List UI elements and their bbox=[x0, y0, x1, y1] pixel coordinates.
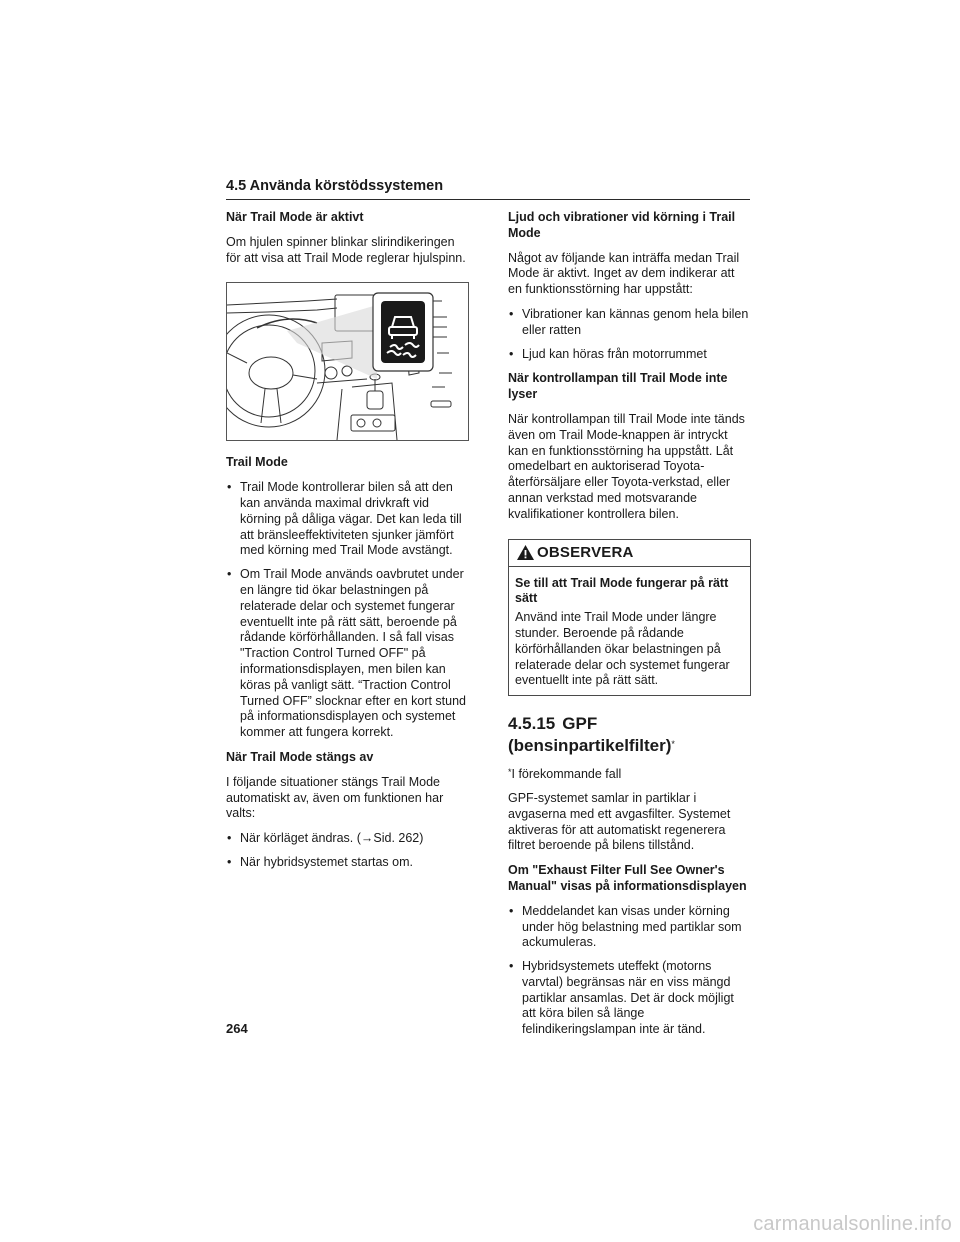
list-item: • Vibrationer kan kännas genom hela bilen eller ratten bbox=[508, 307, 751, 339]
section-number: 4.5.15 bbox=[508, 714, 556, 734]
gpf-title-line1: GPF bbox=[562, 714, 598, 734]
trail-mode-icon bbox=[381, 301, 425, 363]
footnote bbox=[508, 767, 751, 783]
list-item: • När hybridsystemet startas om. bbox=[226, 855, 468, 871]
list-item: • När körläget ändras. (→Sid. 262) bbox=[226, 831, 468, 847]
asterisk-mark: * bbox=[671, 739, 675, 750]
lamp-text: När kontrollampan till Trail Mode inte tänds även om Trail Mode-knappen är intryckt kan en funktionsstörning ha uppstått. Låt omedelbart en auktoriserad Toyota-återförsäljare eller Toyota-verkstad, eller annan verkstad med motsvarande kvalifikationer kontrollera bilen. bbox=[508, 411, 745, 521]
active-text: Om hjulen spinner blinkar slirindikeringen för att visa att Trail Mode reglerar hjulspinn. bbox=[226, 234, 466, 265]
list-item: • Om Trail Mode används oavbrutet under en längre tid ökar belastningen på relaterade delar och systemet fungerar eventuellt inte på rätt sätt, beroende på rådande körförhållanden. I så fall visas "Traction Control Turned OFF" på informationsdisplayen, men bilen kan köras på vanligt sätt. “Traction Control Turned OFF” slocknar efter en kort stund på informationsdisplayen och systemet kommer att fungera korrekt. bbox=[226, 567, 468, 741]
warning-icon bbox=[516, 544, 535, 561]
sound-bullets bbox=[508, 307, 751, 362]
list-item: • Hybridsystemets uteffekt (motorns varvtal) begränsas när en viss mängd partiklar ansamlas. Det är dock möjligt att köra bilen så länge felindikeringslampan inte är tänd. bbox=[508, 959, 751, 1038]
active-heading: När Trail Mode är aktivt bbox=[226, 210, 364, 224]
right-column bbox=[508, 210, 751, 1047]
asterisk-mark: * bbox=[508, 767, 512, 778]
exhaust-bullets bbox=[508, 904, 751, 1038]
page-number: 264 bbox=[226, 1021, 248, 1036]
callout-beam bbox=[287, 305, 377, 379]
trail-bullets bbox=[226, 480, 468, 741]
gpf-text: GPF-systemet samlar in partiklar i avgaserna med ett avgasfilter. Systemet aktiveras för att automatiskt regenerera filtret beroende på bilens tillstånd. bbox=[508, 790, 731, 853]
section-divider bbox=[226, 199, 750, 200]
caution-body bbox=[509, 567, 750, 696]
trail-heading: Trail Mode bbox=[226, 455, 288, 470]
left-column bbox=[226, 210, 468, 880]
sound-heading: Ljud och vibrationer vid körning i Trail Mode bbox=[508, 210, 736, 240]
exhaust-heading: Om "Exhaust Filter Full See Owner's Manual" visas på informationsdisplayen bbox=[508, 863, 747, 893]
gpf-section-title bbox=[508, 713, 751, 757]
caution-text: Använd inte Trail Mode under längre stunder. Beroende på rådande körförhållanden ökar belastningen på relaterade delar och systemet fungerar eventuellt inte på rätt sätt. bbox=[515, 610, 730, 688]
lamp-heading: När kontrollampan till Trail Mode inte lyser bbox=[508, 371, 728, 402]
caution-box bbox=[508, 539, 751, 697]
watermark: carmanualsonline.info bbox=[753, 1213, 952, 1235]
footnote-text: I förekommande fall bbox=[511, 767, 622, 782]
off-text: I följande situationer stängs Trail Mode automatiskt av, även om funktionen har valts: bbox=[226, 774, 444, 821]
gpf-title-line2: (bensinpartikelfilter) bbox=[508, 736, 672, 756]
caution-heading: Se till att Trail Mode fungerar på rätt sätt bbox=[515, 575, 729, 606]
dashboard-drawing bbox=[227, 283, 468, 440]
caution-header bbox=[509, 540, 750, 567]
list-item: • Trail Mode kontrollerar bilen så att den kan använda maximal drivkraft vid körning på dåliga vägar. Det kan leda till att bränsleeffektiviteten sjunker jämfört med körning med Trail Mode avstängt. bbox=[226, 480, 468, 559]
dashboard-illustration bbox=[226, 282, 469, 441]
off-heading: När Trail Mode stängs av bbox=[226, 749, 374, 764]
section-header: 4.5 Använda körstödssystemen bbox=[226, 178, 444, 194]
list-item: • Ljud kan höras från motorrummet bbox=[508, 347, 751, 363]
caution-label: OBSERVERA bbox=[537, 543, 634, 561]
sound-text: Något av följande kan inträffa medan Trail Mode är aktivt. Inget av dem indikerar att en funktionsstörning har uppstått: bbox=[508, 250, 740, 297]
list-item: • Meddelandet kan visas under körning under hög belastning med partiklar som ackumuleras. bbox=[508, 904, 751, 951]
off-bullets bbox=[226, 831, 468, 871]
